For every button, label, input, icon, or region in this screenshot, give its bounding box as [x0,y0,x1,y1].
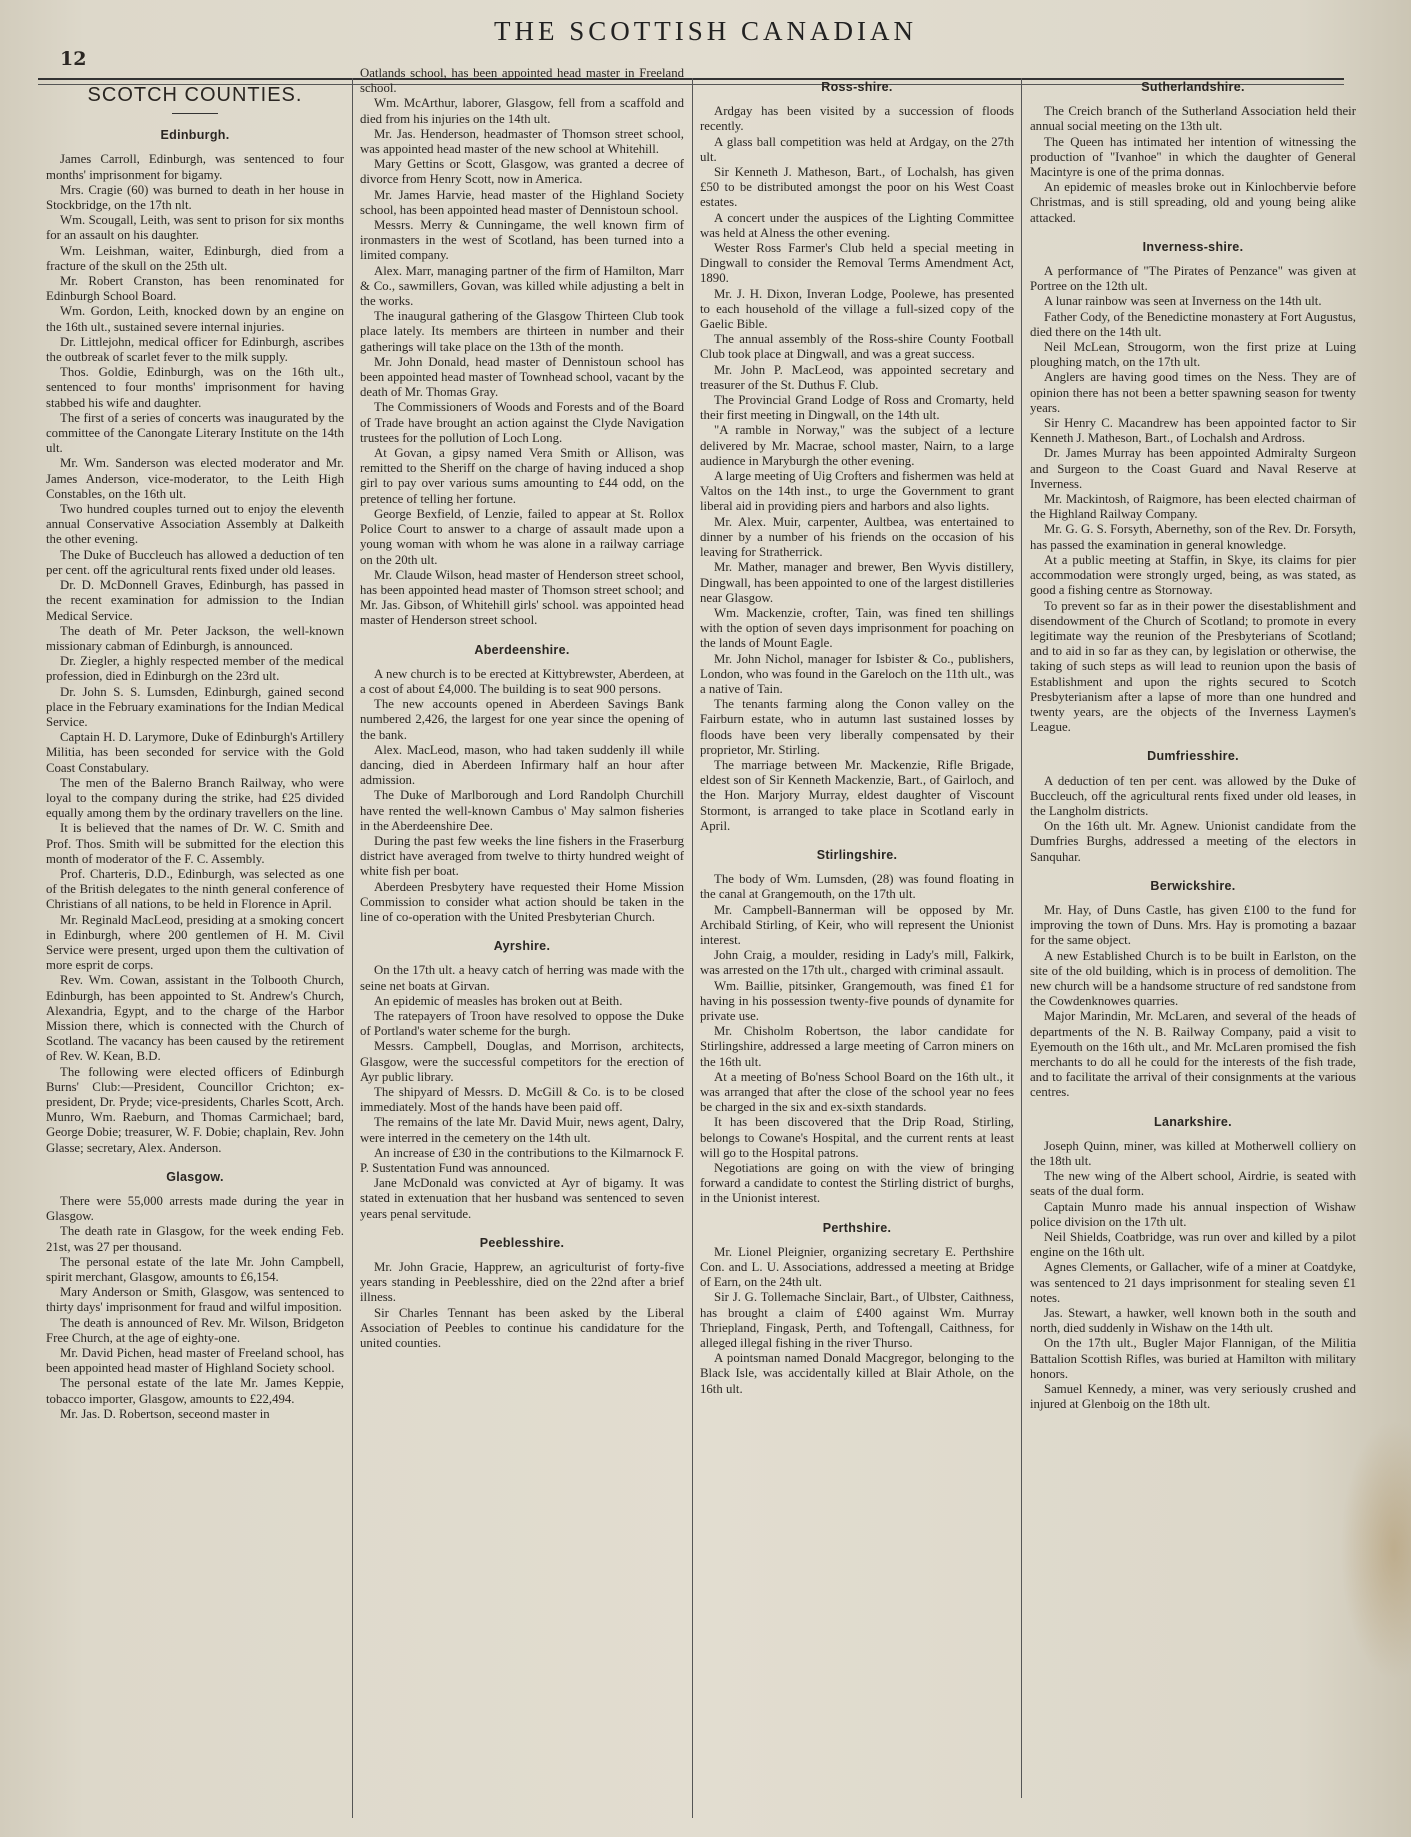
news-item: During the past few weeks the line fishers in the Fraserburg district have averaged from twelve to thirty hundred weight of white fish per boat. [360,833,684,879]
news-item: On the 17th ult. a heavy catch of herring was made with the seine net boats at Girvan. [360,963,684,993]
news-item: Mr. Chisholm Robertson, the labor candidate for Stirlingshire, addressed a large meeting of Carron miners on the 16th ult. [700,1024,1014,1069]
news-item: Father Cody, of the Benedictine monastery at Fort Augustus, died there on the 14th ult. [1030,309,1356,339]
news-item: Alex. Marr, managing partner of the firm of Hamilton, Marr & Co., sawmillers, Govan, was killed while adjusting a belt in the works. [360,263,684,309]
news-item: George Bexfield, of Lenzie, failed to appear at St. Rollox Police Court to answer to a charge of assault made upon a young woman with whom he was alone in a railway carriage on the 20th ult. [360,506,684,567]
news-item: It has been discovered that the Drip Road, Stirling, belongs to Cowane's Hospital, and the current rents at least will go to the Hospital patrons. [700,1115,1014,1160]
news-item: Wester Ross Farmer's Club held a special meeting in Dingwall to consider the Removal Terms Amendment Act, 1890. [700,241,1014,286]
news-item: The Commissioners of Woods and Forests and of the Board of Trade have brought an action against the Clyde Navigation trustees for the pollution of Loch Long. [360,400,684,445]
county-heading: Berwickshire. [1150,878,1236,893]
news-column-1 [46,66,344,1818]
news-item: Wm. McArthur, laborer, Glasgow, fell from a scaffold and died from his injuries on the 14th ult. [360,96,684,126]
news-item: Agnes Clements, or Gallacher, wife of a miner at Coatdyke, was sentenced to 21 days imprisonment for stealing seven £1 notes. [1030,1260,1356,1305]
news-item: At Govan, a gipsy named Vera Smith or Allison, was remitted to the Sheriff on the charge of having induced a shop girl to pay over various sums amounting to £44 odd, on the pretence of telling her fortune. [360,446,684,506]
news-item: A performance of "The Pirates of Penzance" was given at Portree on the 12th ult. [1030,264,1356,294]
news-item: Sir J. G. Tollemache Sinclair, Bart., of Ulbster, Caithness, has brought a claim of £400 against Wm. Murray Thriepland, Fingask, Perth, and Toftengall, Caithness, for alleged illegal fishing in the river Thurso. [700,1290,1014,1351]
county-heading: Edinburgh. [160,128,230,143]
news-item: Mr. Lionel Pleignier, organizing secretary E. Perthshire Con. and L. U. Associations, addressed a meeting at Bridge of Earn, on the 24th ult. [700,1244,1014,1290]
news-item: Mr. Mackintosh, of Raigmore, has been elected chairman of the Highland Railway Company. [1030,492,1356,522]
news-item: Alex. MacLeod, mason, who had taken suddenly ill while dancing, died in Aberdeen Infirmary half an hour after admission. [360,742,684,788]
news-item: Wm. Scougall, Leith, was sent to prison for six months for an assault on his daughter. [46,213,344,243]
news-item: Captain H. D. Larymore, Duke of Edinburgh's Artillery Militia, has been seconded for service with the Gold Coast Constabulary. [46,730,344,775]
news-item: Jane McDonald was convicted at Ayr of bigamy. It was stated in extenuation that her husband was sentenced to seven years penal servitude. [360,1176,684,1221]
news-item: Jas. Stewart, a hawker, well known both in the south and north, died suddenly in Wishaw on the 14th ult. [1030,1306,1356,1336]
column-rule [352,78,353,1818]
news-item: On the 17th ult., Bugler Major Flannigan, of the Militia Battalion Scottish Rifles, was buried at Hamilton with military honors. [1030,1336,1356,1381]
news-item: Sir Kenneth J. Matheson, Bart., of Lochalsh, has given £50 to be distributed amongst the poor on his West Coast estates. [700,165,1014,210]
news-item: The men of the Balerno Branch Railway, who were loyal to the company during the strike, had £25 divided equally among them by the ordinary travellers on the line. [46,775,344,821]
news-item: Negotiations are going on with the view of bringing forward a candidate to contest the Stirling district of burghs, in the Unionist interest. [700,1161,1014,1206]
news-item: Mr. Mather, manager and brewer, Ben Wyvis distillery, Dingwall, has been appointed to one of the largest distilleries near Glasgow. [700,560,1014,605]
news-item: An epidemic of measles has broken out at Beith. [374,993,623,1008]
news-item: The new wing of the Albert school, Airdrie, is seated with seats of the dual form. [1030,1169,1356,1199]
news-item: A concert under the auspices of the Lighting Committee was held at Alness the other evening. [700,210,1014,240]
news-item: Wm. Mackenzie, crofter, Tain, was fined ten shillings with the option of seven days imprisonment for poaching on the lands of Mount Eagle. [700,605,1014,651]
news-item: Mr. Jas. Henderson, headmaster of Thomson street school, was appointed head master of the new school at Whitehill. [360,126,684,157]
news-column-3 [700,66,1014,1818]
news-item: A glass ball competition was held at Ardgay, on the 27th ult. [700,134,1014,164]
news-column-4 [1030,66,1356,1818]
news-item: To prevent so far as in their power the disestablishment and disendowment of the Church of Scotland; to promote in every legitimate way the reunion of the Presbyterians of Scotland; and to aid in so far as they can, by legislation or otherwise, the taking of such steps as will lead to reunion upon the basis of Establishment and upon the rights secured to Scotch Presbyterianism after a lapse of more than one hundred and twenty years, are the objects of the Inverness Laymen's League. [1030,598,1356,735]
news-item: Mr. John Donald, head master of Dennistoun school has been appointed head master of Townhead school, vacant by the death of Mr. Thomas Gray. [360,354,684,400]
news-item: Neil McLean, Strougorm, won the first prize at Luing ploughing match, on the 17th ult. [1030,340,1356,370]
news-item: A new church is to be erected at Kittybrewster, Aberdeen, at a cost of about £4,000. The building is to seat 900 persons. [360,666,684,696]
news-item: The Provincial Grand Lodge of Ross and Cromarty, held their first meeting in Dingwall, on the 14th ult. [700,393,1014,423]
county-heading: Inverness-shire. [1142,239,1244,254]
news-item: Neil Shields, Coatbridge, was run over and killed by a pilot engine on the 16th ult. [1030,1230,1356,1260]
news-item: Joseph Quinn, miner, was killed at Motherwell colliery on the 18th ult. [1030,1138,1356,1168]
news-item: Mr. David Pichen, head master of Freeland school, has been appointed head master of Highland Society school. [46,1346,344,1376]
news-item: Mrs. Cragie (60) was burned to death in her house in Stockbridge, on the 17th nlt. [46,182,344,213]
news-item: Prof. Charteris, D.D., Edinburgh, was selected as one of the British delegates to the ninth general conference of Christians of all nations, to be held in Florence in April. [46,866,344,912]
news-item: Dr. Littlejohn, medical officer for Edinburgh, ascribes the outbreak of scarlet fever to the milk supply. [46,334,344,365]
news-item: Oatlands school, has been appointed head master in Freeland school. [360,66,684,96]
news-item: The inaugural gathering of the Glasgow Thirteen Club took place lately. Its members are thirteen in number and their gatherings will take place on the 13th of the month. [360,309,684,354]
news-item: At a meeting of Bo'ness School Board on the 16th ult., it was arranged that after the close of the school year no fees be charged in the six and ex-sixth standards. [700,1069,1014,1115]
news-item: The Duke of Marlborough and Lord Randolph Churchill have rented the well-known Cambus o' May salmon fisheries in the Aberdeenshire Dee. [360,788,684,833]
news-item: Mr. Campbell-Bannerman will be opposed by Mr. Archibald Stirling, of Keir, who will represent the Unionist interest. [700,902,1014,947]
news-item: The new accounts opened in Aberdeen Savings Bank numbered 2,426, the largest for one year since the opening of the bank. [360,697,684,742]
news-item: Aberdeen Presbytery have requested their Home Mission Commission to consider what action should be taken in the line of co-operation with the United Presbyterian Church. [360,879,684,924]
news-item: It is believed that the names of Dr. W. C. Smith and Prof. Thos. Smith will be submitted for the election this month of moderator of the F. C. Assembly. [46,821,344,866]
news-item: Mary Gettins or Scott, Glasgow, was granted a decree of divorce from Henry Scott, now in America. [360,157,684,187]
news-item: Mr. Hay, of Duns Castle, has given £100 to the fund for improving the town of Duns. Mrs. Hay is promoting a bazaar for the same object. [1030,902,1356,948]
news-item: A deduction of ten per cent. was allowed by the Duke of Buccleuch, off the agricultural rents fixed under old leases, in the Langholm districts. [1030,773,1356,818]
masthead-title: THE SCOTTISH CANADIAN [494,16,917,46]
news-item: Dr. John S. S. Lumsden, Edinburgh, gained second place in the February examinations for the Indian Medical Service. [46,684,344,729]
news-item: The death rate in Glasgow, for the week ending Feb. 21st, was 27 per thousand. [46,1224,344,1254]
news-item: Wm. Gordon, Leith, knocked down by an engine on the 16th ult., sustained severe internal injuries. [46,304,344,334]
column-rule [1021,78,1022,1798]
news-item: The body of Wm. Lumsden, (28) was found floating in the canal at Grangemouth, on the 17th ult. [700,872,1014,902]
news-item: A large meeting of Uig Crofters and fishermen was held at Valtos on the 14th inst., to urge the Government to grant liberal aid in providing piers and harbors and also lights. [700,469,1014,514]
news-item: Mr. John Gracie, Happrew, an agriculturist of forty-five years standing in Peeblesshire, died on the 22nd after a brief illness. [360,1260,684,1305]
news-item: An epidemic of measles broke out in Kinlochbervie before Christmas, and is still spreading, old and young being alike attacked. [1030,180,1356,225]
news-item: There were 55,000 arrests made during the year in Glasgow. [46,1194,344,1224]
page-number: 12 [60,48,87,70]
news-item: Wm. Baillie, pitsinker, Grangemouth, was fined £1 for having in his possession twenty-five pounds of dynamite for private use. [700,978,1014,1023]
county-heading: Perthshire. [822,1220,892,1235]
news-item: An increase of £30 in the contributions to the Kilmarnock F. P. Sustentation Fund was announced. [360,1145,684,1176]
news-item: The death of Mr. Peter Jackson, the well-known missionary cabman of Edinburgh, is announced. [46,623,344,653]
news-item: The Duke of Buccleuch has allowed a deduction of ten per cent. off the agricultural rents fixed under old leases. [46,547,344,577]
news-item: Dr. D. McDonnell Graves, Edinburgh, has passed in the recent examination for admission to the Indian Medical Service. [46,578,344,623]
news-item: "A ramble in Norway," was the subject of a lecture delivered by Mr. Macrae, school master, Nairn, to a large audience in Maryburgh the other evening. [700,423,1014,468]
county-heading: Lanarkshire. [1154,1114,1232,1129]
county-heading: Sutherlandshire. [1141,80,1245,94]
news-item: James Carroll, Edinburgh, was sentenced to four months' imprisonment for bigamy. [46,152,344,182]
news-item: The Queen has intimated her intention of witnessing the production of "Ivanhoe" in which the daughter of General Macintyre is one of the prima donnas. [1030,134,1356,180]
news-item: Captain Munro made his annual inspection of Wishaw police division on the 17th ult. [1030,1199,1356,1229]
county-heading: Glasgow. [166,1169,224,1184]
news-item: Mr. Claude Wilson, head master of Henderson street school, has been appointed head master of Thomson street school; and Mr. Jas. Gibson, of Whitehill girls' school. was appointed head master of Henderson street school. [360,567,684,628]
news-item: Dr. Ziegler, a highly respected member of the medical profession, died in Edinburgh on the 23rd ult. [46,654,344,684]
news-item: The death is announced of Rev. Mr. Wilson, Bridgeton Free Church, at the age of eighty-one. [46,1315,344,1345]
county-heading: Ayrshire. [493,939,551,954]
news-item: A new Established Church is to be built in Earlston, on the site of the old building, which is in process of demolition. The new church will be a handsome structure of red sandstone from the Cowdenknowes quarries. [1030,948,1356,1009]
news-item: The shipyard of Messrs. D. McGill & Co. is to be closed immediately. Most of the hands have been paid off. [360,1085,684,1115]
news-item: The tenants farming along the Conon valley on the Fairburn estate, who in autumn last sustained losses by floods have been very liberally compensated by their proprietor, Mr. Stirling. [700,697,1014,757]
news-item: The remains of the late Mr. David Muir, news agent, Dalry, were interred in the cemetery on the 14th ult. [360,1115,684,1145]
county-heading: Dumfriesshire. [1147,749,1239,764]
news-item: Thos. Goldie, Edinburgh, was on the 16th ult., sentenced to four months' imprisonment for having stabbed his wife and daughter. [46,365,344,410]
news-item: Mr. John P. MacLeod, was appointed secretary and treasurer of the St. Duthus F. Club. [700,362,1014,392]
news-item: Messrs. Merry & Cunningame, the well known firm of ironmasters in the west of Scotland, has been turned into a limited company. [360,218,684,263]
section-title-rule [172,113,218,114]
news-item: The marriage between Mr. Mackenzie, Rifle Brigade, eldest son of Sir Kenneth Mackenzie, Bart., of Gairloch, and the Hon. Marjory Murray, eldest daughter of Viscount Stormont, is arranged to take place in Scotland early in April. [700,757,1014,833]
news-item: On the 16th ult. Mr. Agnew. Unionist candidate from the Dumfries Burghs, addressed a meeting of the electors in Sanquhar. [1030,819,1356,864]
news-item: Wm. Leishman, waiter, Edinburgh, died from a fracture of the skull on the 25th ult. [46,243,344,273]
news-item: A lunar rainbow was seen at Inverness on the 14th ult. [1044,294,1322,309]
news-item: Mr. G. G. S. Forsyth, Abernethy, son of the Rev. Dr. Forsyth, has passed the examination in general knowledge. [1030,522,1356,552]
county-heading: Peeblesshire. [479,1235,565,1250]
news-item: The personal estate of the late Mr. John Campbell, spirit merchant, Glasgow, amounts to £6,154. [46,1254,344,1285]
news-item: Ardgay has been visited by a succession of floods recently. [700,104,1014,134]
news-item: John Craig, a moulder, residing in Lady's mill, Falkirk, was arrested on the 17th ult., charged with criminal assault. [700,948,1014,978]
news-item: Mr. Alex. Muir, carpenter, Aultbea, was entertained to dinner by a number of his friends on the occasion of his leaving for Stratherrick. [700,514,1014,560]
county-heading: Ross-shire. [821,80,893,94]
news-item: Mr. Reginald MacLeod, presiding at a smoking concert in Edinburgh, where 200 gentlemen of H. M. Civil Service were present, urged upon them the cultivation of more esprit de corps. [46,912,344,973]
news-item: Mr. Wm. Sanderson was elected moderator and Mr. James Anderson, vice-moderator, to the Leith High Constables, on the 16th ult. [46,456,344,501]
news-item: Mr. John Nichol, manager for Isbister & Co., publishers, London, who was found in the Gareloch on the 11th ult., was a native of Tain. [700,651,1014,696]
news-item: The personal estate of the late Mr. James Keppie, tobacco importer, Glasgow, amounts to £22,494. [46,1376,344,1406]
county-heading: Aberdeenshire. [474,642,570,657]
news-item: Anglers are having good times on the Ness. They are of opinion there has not been a better spawning season for twenty years. [1030,370,1356,415]
news-item: A pointsman named Donald Macgregor, belonging to the Black Isle, was accidentally killed at Blair Athole, on the 16th ult. [700,1351,1014,1396]
news-item: At a public meeting at Staffin, in Skye, its claims for pier accommodation were strongly urged, being, as was stated, as good a fishing centre as Stornoway. [1030,552,1356,598]
news-item: The annual assembly of the Ross-shire County Football Club took place at Dingwall, and was a great success. [700,332,1014,362]
news-item: Mr. Robert Cranston, has been renominated for Edinburgh School Board. [46,274,344,304]
news-item: Mr. J. H. Dixon, Inveran Lodge, Poolewe, has presented to each household of the village a full-sized copy of the Gaelic Bible. [700,286,1014,332]
news-item: Rev. Wm. Cowan, assistant in the Tolbooth Church, Edinburgh, has been appointed to St. Andrew's Church, Alexandria, Egypt, and to the charge of the Harbor Mission there, which is connected with the Church of Scotland. The vacancy has been caused by the retirement of Rev. W. Kean, B.D. [46,973,344,1064]
news-column-2 [360,66,684,1818]
column-rule [692,78,693,1818]
news-item: Sir Charles Tennant has been asked by the Liberal Association of Peebles to continue his candidature for the united counties. [360,1305,684,1351]
news-item: The ratepayers of Troon have resolved to oppose the Duke of Portland's water scheme for the burgh. [360,1008,684,1039]
county-heading: Stirlingshire. [816,847,898,862]
news-item: Major Marindin, Mr. McLaren, and several of the heads of departments of the N. B. Railway Company, paid a visit to Eyemouth on the 16th ult., and Mr. McLaren promised the fish merchants to do all he could for the interests of the fish trade, and to facilitate the arrival of their consignments at the various centres. [1030,1009,1356,1100]
news-item: Dr. James Murray has been appointed Admiralty Surgeon and Surgeon to the Coast Guard and Naval Reserve at Inverness. [1030,446,1356,491]
news-item: Samuel Kennedy, a miner, was very seriously crushed and injured at Glenboig on the 18th ult. [1030,1382,1356,1412]
section-title: SCOTCH COUNTIES. [87,84,303,106]
news-item: The first of a series of concerts was inaugurated by the committee of the Canongate Literary Institute on the 14th ult. [46,410,344,456]
news-item: Messrs. Campbell, Douglas, and Morrison, architects, Glasgow, were the successful competitors for the erection of Ayr public library. [360,1039,684,1084]
news-item: Two hundred couples turned out to enjoy the eleventh annual Conservative Association Assembly at Dalkeith the other evening. [46,502,344,547]
news-item: The following were elected officers of Edinburgh Burns' Club:—President, Councillor Crichton; ex-president, Dr. Pryde; vice-presidents, Charles Scott, Arch. Munro, Wm. Raeburn, and Thomas Carmichael; bard, George Dobie; treasurer, W. F. Dobie; chaplain, Rev. John Glasse; secretary, Alex. Anderson. [46,1064,344,1155]
news-item: The Creich branch of the Sutherland Association held their annual social meeting on the 13th ult. [1030,104,1356,134]
news-item: Mr. James Harvie, head master of the Highland Society school, has been appointed head master of Dennistoun school. [360,187,684,217]
news-item: Sir Henry C. Macandrew has been appointed factor to Sir Kenneth J. Matheson, Bart., of Lochalsh and Ardross. [1030,416,1356,446]
news-item: Mary Anderson or Smith, Glasgow, was sentenced to thirty days' imprisonment for fraud and wilful imposition. [46,1285,344,1315]
news-item: Mr. Jas. D. Robertson, seceond master in [60,1406,270,1421]
